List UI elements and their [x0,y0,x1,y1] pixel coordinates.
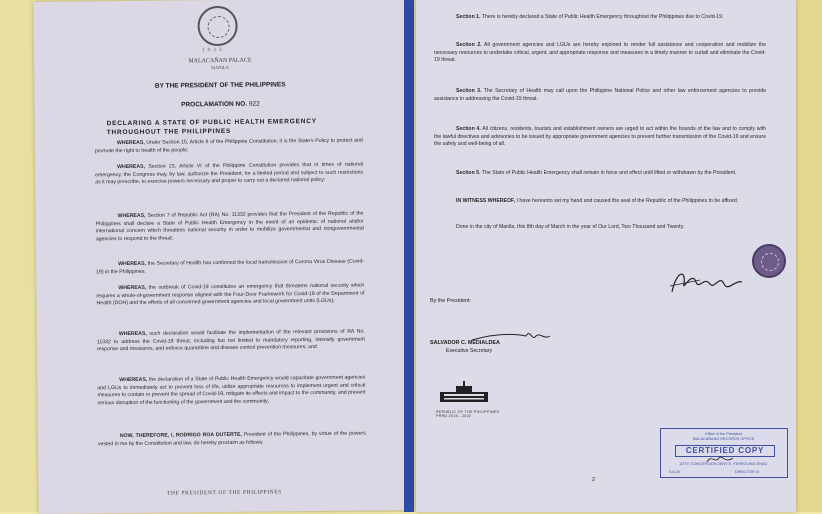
page-footer: THE PRESIDENT OF THE PHILIPPINES [166,489,282,497]
heading-line-2: THROUGHOUT THE PHILIPPINES [106,127,232,137]
proclamation-label: PROCLAMATION NO. [181,100,248,109]
done-paragraph: Done in the city of Manila, this 8th day of March in the year of Our Lord, Two Thousand and Twenty. [456,224,685,230]
logo-caption: REPUBLIC OF THE PHILIPPINES PRRD 2016 - 2022 [436,410,500,419]
section-paragraph: Section 4. All citizens, residents, tourists and establishment owners are urged to act within the bounds of the law and to comply with the lawful directives and advisories to be issued by appropriate government agencies to prevent further transmission of the Covid-19 and ensure the safety and well-being of all. [434,126,766,148]
now-therefore-paragraph: NOW, THEREFORE, I, RODRIGO ROA DUTERTE, President of the Philippines, by virtue of the powers vested in me by the Constitution and law, do hereby proclaim as follows: [97,430,366,447]
stamp-title: DIRECTOR IV [735,470,760,474]
image-divider [404,0,414,512]
proclamation-page-2 [416,0,796,512]
whereas-paragraph: WHEREAS, the declaration of a State of Public Health Emergency would capacitate government agencies and LGUs to immediately act to prevent loss of life, utilize appropriate resources to implement urgent and critical measures to contain or prevent the spread of Covid-19, mitigate its effects and impact to the community, and prevent serious disruption of the functioning of the government and the community; [97,374,366,407]
whereas-paragraph: WHEREAS, the outbreak of Covid-19 constitutes an emergency that threatens national security which requires a whole-of-government response aligned with the Four-Door Framework for Covid-19 of the Department of Health (DOH) and the efforts of all concerned government agencies and local government units (LGUs); [96,282,365,307]
palace-logo-icon [436,380,492,404]
section-paragraph: Section 2. All government agencies and LGUs are hereby enjoined to render full assistance and cooperation and mobilize the necessary resources to undertake critical, urgent, and appropriate response and measures in a timely manner to curtail and eliminate the Covid-19 threat. [434,42,766,64]
certified-copy-stamp [660,428,788,478]
executive-title: Executive Secretary [446,348,493,354]
presidential-seal-icon [197,6,237,46]
stamp-date: 3-8-20 [669,470,680,474]
president-signature-icon [666,262,746,302]
proclamation-number-line [34,99,406,110]
byline: BY THE PRESIDENT OF THE PHILIPPINES [154,81,286,90]
whereas-paragraph: WHEREAS, such declaration would facilitate the implementation of the relevant provisions of RA No. 11332 to address the Covid-19 threat, including but not limited to mandatory reporting, intensify government response and measures, and enforce quarantine and disease control prevention measures; and [96,328,365,353]
proclamation-page-1 [33,0,410,514]
witness-paragraph: IN WITNESS WHEREOF, I have hereunto set my hand and caused the seal of the Republic of the Philippines to be affixed. [456,198,739,204]
stamp-certified-copy: CERTIFIED COPY [675,445,775,457]
whereas-paragraph: WHEREAS, Under Section 15, Article II of the Philippine Constitution, it is the State's Policy to protect and promote the right to health of the people; [94,137,363,154]
palace-city: MANILA [211,64,230,71]
section-paragraph: Section 3. The Secretary of Health may call upon the Philippine National Police and other law enforcement agencies to provide assistance in addressing the Covid-19 threat. [434,88,766,102]
seal-caption: 1 9 2 5 [201,47,223,54]
stamp-office: Office of the President [704,432,743,436]
stamp-records-office: MALACAÑANG RECORDS OFFICE [692,437,755,441]
page-number: 2 [592,477,596,483]
heading-line-1: DECLARING A STATE OF PUBLIC HEALTH EMERGENCY [106,117,317,128]
section-paragraph: Section 1. There is hereby declared a State of Public Health Emergency throughout the Philippines due to Covid-19. [456,14,724,20]
dry-seal-icon [752,244,786,278]
stamp-officer: ATTY. CONCEPCION ZENY E. FERROLINO-ENAD [679,462,768,466]
whereas-paragraph: WHEREAS, Section 23, Article VI of the Philippine Constitution provides that in times of national emergency, the Congress may, by law, authorize the President, for a limited period and subject to such restrictions as it may prescribe, to exercise powers necessary and proper to carry out a declared national policy; [95,161,364,186]
proclamation-number: 922 [248,100,260,108]
proclamation-heading [107,117,337,137]
whereas-paragraph: WHEREAS, Section 7 of Republic Act (RA) No. 11332 provides that the President of the Republic of the Philippines shall declare a State of Public Health Emergency in the event of an epidemic of national and/or international concern which threatens national security in order to mobilize governmental and nongovernmental agencies to respond to the threat; [95,210,364,243]
executive-name: SALVADOR C. MEDIALDEA [430,340,500,346]
by-the-president: By the President: [430,298,472,304]
palace-name: MALACAÑAN PALACE [188,57,252,65]
section-paragraph: Section 5. The State of Public Health Emergency shall remain in force and effect until lifted or withdrawn by the President. [456,170,737,176]
whereas-paragraph: WHEREAS, the Secretary of Health has confirmed the local transmission of Corona Virus Disease (Covid-19) in the Philippines; [96,258,365,275]
